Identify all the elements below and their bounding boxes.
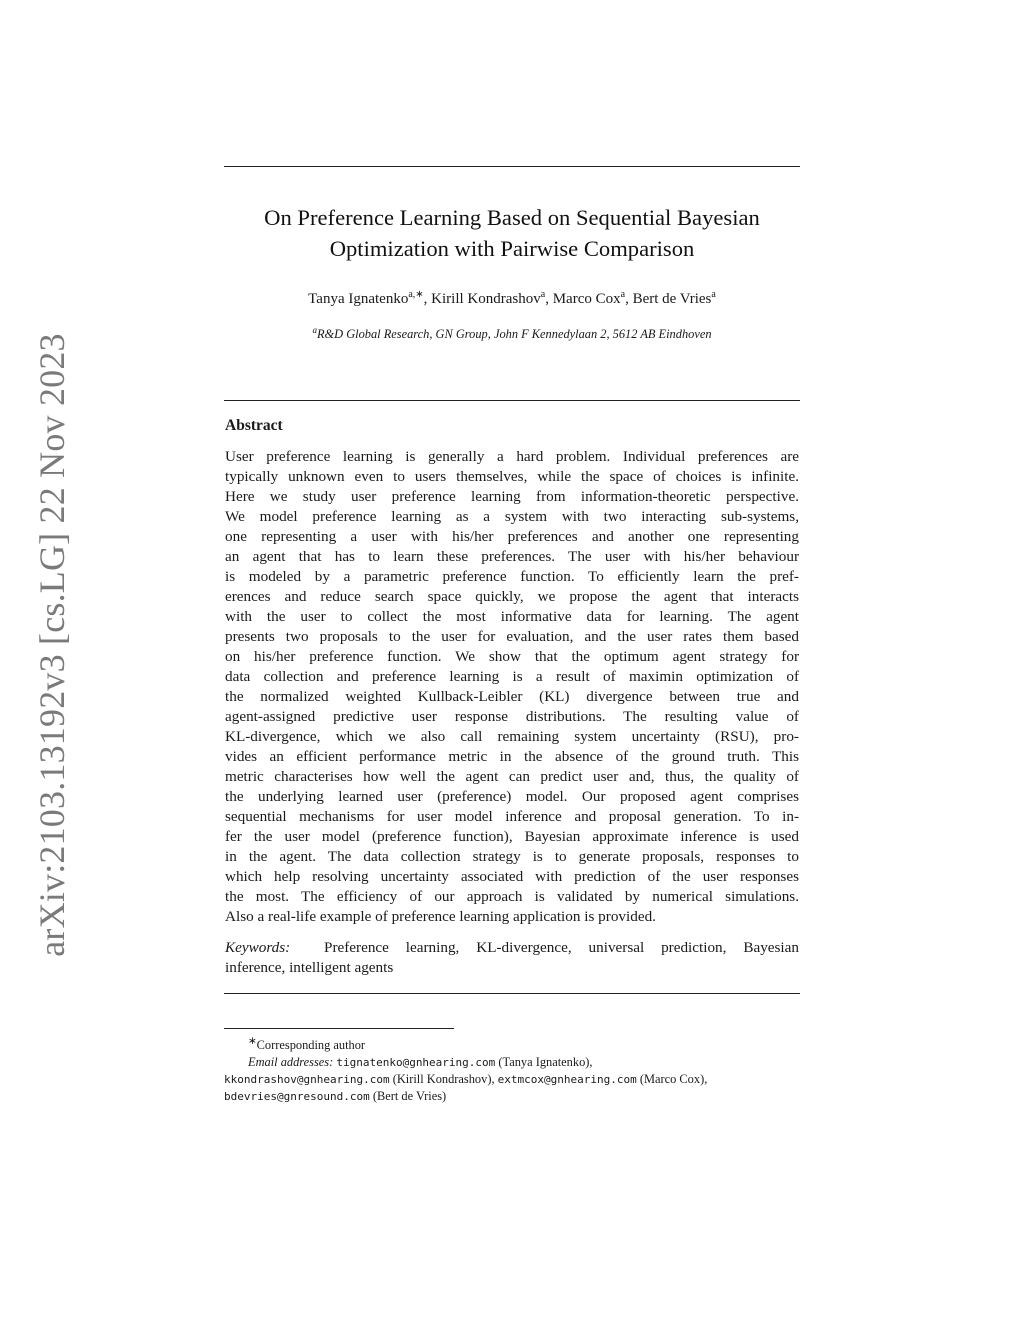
abstract-line: vides an efficient performance metric in the absence of the ground truth. This bbox=[225, 748, 799, 765]
email-address[interactable]: bdevries@gnresound.com bbox=[224, 1090, 370, 1104]
footnote-rule bbox=[224, 1028, 454, 1029]
abstract-line: We model preference learning as a system with two interacting sub-systems, bbox=[225, 508, 799, 525]
affiliation bbox=[224, 325, 800, 342]
author-name: Bert de Vries bbox=[632, 291, 712, 307]
abstract-line: in the agent. The data collection strategy is to generate proposals, responses to bbox=[225, 848, 799, 865]
email-owner: (Bert de Vries) bbox=[372, 1089, 447, 1104]
abstract-line: Also a real-life example of preference learning application is provided. bbox=[225, 908, 656, 925]
author-name: Marco Cox bbox=[552, 291, 621, 307]
abstract-line: sequential mechanisms for user model inference and proposal generation. To in- bbox=[225, 808, 799, 825]
email-address[interactable]: extmcox@gnhearing.com bbox=[497, 1073, 637, 1087]
abstract-line: with the user to collect the most informative data for learning. The agent bbox=[225, 608, 799, 625]
author-affiliation-mark: a bbox=[620, 289, 626, 300]
author-name: Tanya Ignatenko bbox=[308, 291, 409, 307]
abstract-top-rule bbox=[224, 400, 800, 401]
email-address[interactable]: tignatenko@gnhearing.com bbox=[336, 1056, 496, 1070]
corresponding-author-note bbox=[224, 1033, 800, 1054]
abstract-line: typically unknown even to users themselves, while the space of choices is infinite. bbox=[225, 468, 799, 485]
arxiv-identifier-stamp: arXiv:2103.13192v3 [cs.LG] 22 Nov 2023 bbox=[32, 333, 72, 957]
abstract-body bbox=[225, 447, 799, 927]
author-affiliation-mark: a,∗ bbox=[408, 289, 424, 300]
abstract-line: the underlying learned user (preference) model. Our proposed agent comprises bbox=[225, 788, 799, 805]
abstract-line: which help resolving uncertainty associated with prediction of the user responses bbox=[225, 868, 799, 885]
abstract-line: User preference learning is generally a hard problem. Individual preferences are bbox=[225, 448, 799, 465]
email-owner: (Marco Cox), bbox=[639, 1072, 708, 1087]
keywords-line-2: inference, intelligent agents bbox=[225, 959, 394, 976]
keywords bbox=[225, 938, 799, 978]
author-list: Tanya Ignatenko$^{a,∗}$, Kirill Kondrashov$^a$, Marco Cox$^a$, Bert de Vries$^a$ bbox=[308, 289, 716, 307]
author-affiliation-mark: a bbox=[711, 289, 716, 300]
corresponding-text: Corresponding author bbox=[256, 1038, 366, 1053]
email-line-2 bbox=[224, 1071, 800, 1088]
author-name: Kirill Kondrashov bbox=[431, 291, 541, 307]
paper-title bbox=[224, 202, 800, 264]
email-line-1 bbox=[224, 1054, 800, 1071]
abstract-bottom-rule bbox=[224, 993, 800, 994]
keywords-label: Keywords: bbox=[225, 939, 291, 956]
title-line-1: On Preference Learning Based on Sequential Bayesian bbox=[264, 205, 760, 230]
email-owner: (Tanya Ignatenko), bbox=[498, 1055, 593, 1070]
keywords-text: Preference learning, KL-divergence, universal prediction, Bayesian bbox=[324, 939, 799, 956]
keywords-line-1 bbox=[225, 938, 799, 958]
corresponding-marker: ∗ bbox=[248, 1036, 257, 1047]
abstract-line: KL-divergence, which we also call remaining system uncertainty (RSU), pro- bbox=[225, 728, 799, 745]
email-address[interactable]: kkondrashov@gnhearing.com bbox=[224, 1073, 390, 1087]
abstract-line: agent-assigned predictive user response distributions. The resulting value of bbox=[225, 708, 799, 725]
abstract-line: erences and reduce search space quickly, we propose the agent that interacts bbox=[225, 588, 799, 605]
author-affiliation-mark: a bbox=[540, 289, 546, 300]
abstract-line: on his/her preference function. We show that the optimum agent strategy for bbox=[225, 648, 799, 665]
abstract-line: presents two proposals to the user for evaluation, and the user rates them based bbox=[225, 628, 799, 645]
affiliation-text: R&D Global Research, GN Group, John F Kennedylaan 2, 5612 AB Eindhoven bbox=[316, 327, 712, 342]
affiliation-mark: a bbox=[312, 325, 317, 335]
abstract-line: Here we study user preference learning from information-theoretic perspective. bbox=[225, 488, 799, 505]
abstract-line: fer the user model (preference function), Bayesian approximate inference is used bbox=[225, 828, 799, 845]
abstract-heading: Abstract bbox=[225, 417, 283, 434]
abstract-line: the most. The efficiency of our approach is validated by numerical simulations. bbox=[225, 888, 799, 905]
email-label: Email addresses: bbox=[248, 1055, 334, 1070]
abstract-line: data collection and preference learning is a result of maximin optimization of bbox=[225, 668, 799, 685]
abstract-line: the normalized weighted Kullback-Leibler (KL) divergence between true and bbox=[225, 688, 799, 705]
abstract-line: an agent that has to learn these preferences. The user with his/her behaviour bbox=[225, 548, 799, 565]
email-line-3 bbox=[224, 1088, 800, 1105]
title-line-2: Optimization with Pairwise Comparison bbox=[329, 236, 695, 261]
top-rule bbox=[224, 166, 800, 167]
abstract-line: is modeled by a parametric preference function. To efficiently learn the pref- bbox=[225, 568, 799, 585]
footnotes bbox=[224, 1033, 800, 1105]
email-owner: (Kirill Kondrashov), bbox=[392, 1072, 495, 1087]
abstract-line: one representing a user with his/her preferences and another one representing bbox=[225, 528, 799, 545]
abstract-line: metric characterises how well the agent can predict user and, thus, the quality of bbox=[225, 768, 799, 785]
